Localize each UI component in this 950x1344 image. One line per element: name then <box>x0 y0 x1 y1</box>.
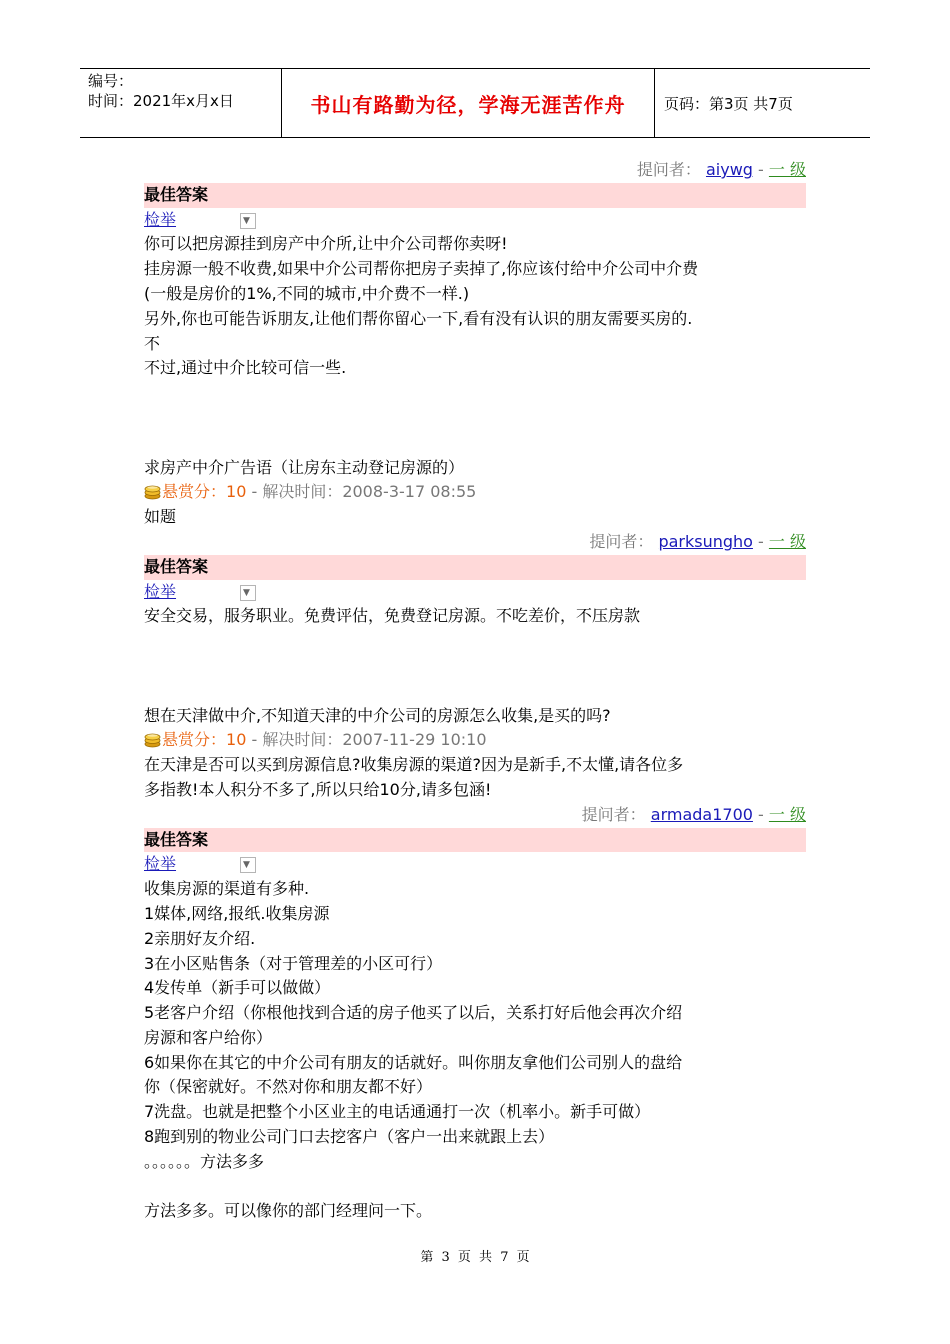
answer-line: 另外,你也可能告诉朋友,让他们帮你留心一下,看有没有认识的朋友需要买房的. <box>144 308 693 328</box>
answer-line: 方法多多。可以像你的部门经理问一下。 <box>144 1201 433 1221</box>
question-title: 想在天津做中介,不知道天津的中介公司的房源怎么收集,是买的吗? <box>144 705 611 725</box>
document-header <box>80 68 870 138</box>
asker-name-link[interactable]: armada1700 <box>650 804 753 824</box>
answer-line: 5老客户介绍（你根他找到合适的房子他买了以后，关系打好后他会再次介绍 <box>144 1003 683 1023</box>
report-link[interactable]: 检举 <box>144 209 177 229</box>
asker-line <box>144 158 806 183</box>
header-page-cell <box>655 69 870 137</box>
asker-level-link[interactable]: 一 级 <box>768 160 806 179</box>
report-row <box>144 208 806 233</box>
header-meta-cell <box>80 69 281 137</box>
answer-line: 安全交易，服务职业。免费评估，免费登记房源。不吃差价，不压房款 <box>144 606 641 626</box>
coin-stack-icon <box>144 731 161 748</box>
answer-line: 你可以把房源挂到房产中介所,让中介公司帮你卖呀! <box>144 234 508 254</box>
motto: 书山有路勤为径，学海无涯苦作舟 <box>310 92 626 117</box>
header-motto-cell <box>281 69 655 137</box>
report-link[interactable]: 检举 <box>144 581 177 601</box>
coin-stack-icon <box>144 483 161 500</box>
asker-line <box>144 803 806 828</box>
separator: - <box>752 804 769 824</box>
asker-name-link[interactable]: parksungho <box>658 531 753 551</box>
question-title: 求房产中介广告语（让房东主动登记房源的） <box>144 457 465 477</box>
asker-label: 提问者： <box>636 160 701 179</box>
chevron-down-icon: ▼ <box>243 587 250 598</box>
dropdown-button[interactable] <box>240 857 256 873</box>
best-answer-heading: 最佳答案 <box>144 828 806 853</box>
answer-line: (一般是房价的1%,不同的城市,中介费不一样.) <box>144 283 470 303</box>
question-body: 在天津是否可以买到房源信息?收集房源的渠道?因为是新手,不太懂,请各位多 <box>144 755 684 775</box>
answer-line: 2亲朋好友介绍. <box>144 928 256 948</box>
answer-line: 挂房源一般不收费,如果中介公司帮你把房子卖掉了,你应该付给中介公司中介费 <box>144 259 699 279</box>
separator: - <box>752 531 769 551</box>
time-label: 时间：2021年x月x日 <box>88 92 234 110</box>
answer-line: 。。。。。。方法多多 <box>144 1151 265 1171</box>
question-body: 多指教!本人积分不多了,所以只给10分,请多包涵! <box>144 779 492 799</box>
best-answer-heading: 最佳答案 <box>144 183 806 208</box>
answer-line: 4发传单（新手可以做做） <box>144 978 331 998</box>
answer-line: 7洗盘。也就是把整个小区业主的电话通通打一次（机率小。新手可做） <box>144 1102 651 1122</box>
answer-line: 不过,通过中介比较可信一些. <box>144 358 347 378</box>
asker-level-link[interactable]: 一 级 <box>768 804 806 824</box>
dropdown-button[interactable] <box>240 213 256 229</box>
chevron-down-icon: ▼ <box>243 860 250 871</box>
answer-line: 6如果你在其它的中介公司有朋友的话就好。叫你朋友拿他们公司别人的盘给 <box>144 1052 683 1072</box>
asker-label: 提问者： <box>581 804 646 824</box>
question-meta <box>144 480 806 505</box>
best-answer-heading: 最佳答案 <box>144 555 806 580</box>
answer-line: 收集房源的渠道有多种. <box>144 879 310 899</box>
solved-time: - 解决时间：2008-3-17 08:55 <box>246 482 477 502</box>
answer-line: 3在小区贴售条（对于管理差的小区可行） <box>144 953 443 973</box>
page-info: 页码：第3页 共7页 <box>664 94 793 113</box>
answer-3 <box>144 877 806 1175</box>
reward-points: 10 <box>226 482 247 502</box>
page-footer: 第 3 页 共 7 页 <box>420 1250 530 1265</box>
answer-1 <box>144 232 806 381</box>
reward-label: 悬赏分： <box>162 482 227 502</box>
answer-line: 不 <box>144 333 161 353</box>
report-row <box>144 580 806 605</box>
answer-line: 你（保密就好。不然对你和朋友都不好） <box>144 1077 433 1097</box>
dropdown-button[interactable] <box>240 585 256 601</box>
solved-time: - 解决时间：2007-11-29 10:10 <box>246 730 487 750</box>
chevron-down-icon: ▼ <box>243 215 250 226</box>
report-link[interactable]: 检举 <box>144 854 177 874</box>
question-meta <box>144 728 806 753</box>
answer-line: 8跑到别的物业公司门口去挖客户（客户一出来就跟上去） <box>144 1127 555 1147</box>
question-body: 如题 <box>144 507 177 527</box>
answer-line: 房源和客户给你） <box>144 1027 273 1047</box>
report-row <box>144 852 806 877</box>
asker-level-link[interactable]: 一 级 <box>768 531 806 551</box>
reward-label: 悬赏分： <box>162 730 227 750</box>
asker-line <box>144 530 806 555</box>
reward-points: 10 <box>226 730 247 750</box>
content <box>144 158 806 1224</box>
asker-name-link[interactable]: aiywg <box>705 160 753 179</box>
separator: - <box>752 160 769 179</box>
asker-label: 提问者： <box>589 531 654 551</box>
answer-line: 1媒体,网络,报纸.收集房源 <box>144 903 330 923</box>
number-label: 编号： <box>88 72 134 90</box>
